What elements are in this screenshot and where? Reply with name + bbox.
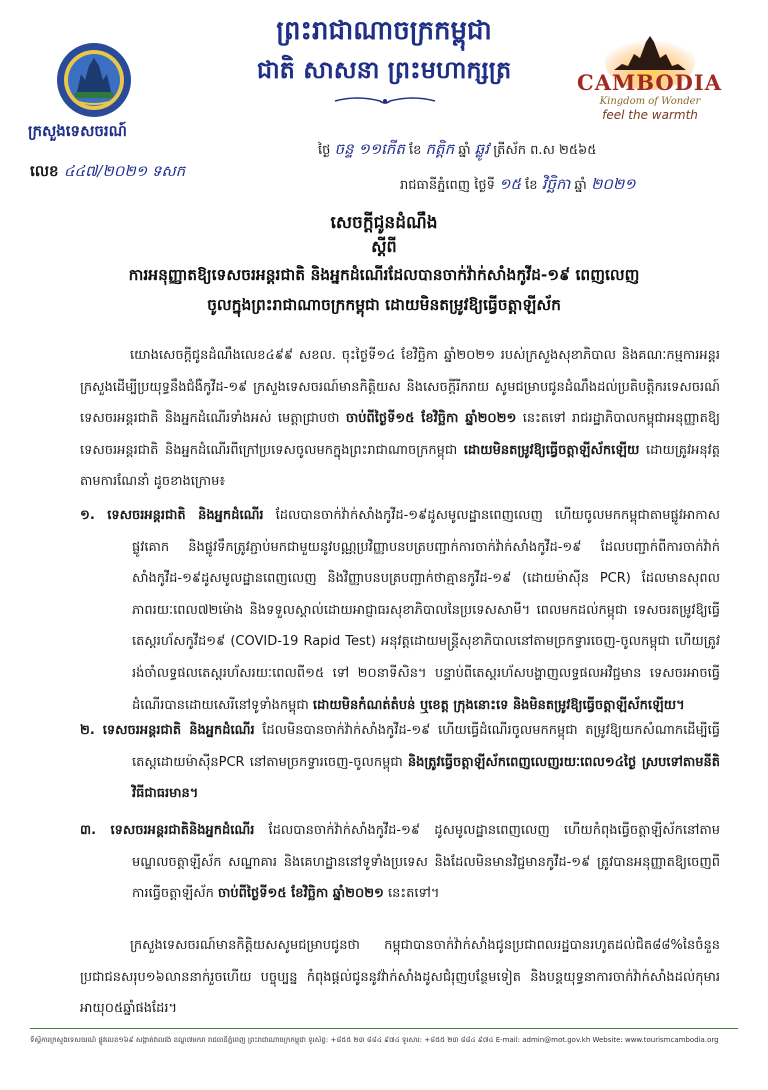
closing-paragraph: ក្រសួងទេសចរណ៍មានកិត្តិយសសូមជម្រាបជូនថា កម្ពុជាបានចាក់វ៉ាក់សាំងជូនប្រជាពលរដ្ឋបានរហូតដល់ជិត៨៨%នៃចំនួនប្រជាជនសរុប១៦លាននាក់រួចហើយ បច្ចុប្បន្ន កំពុងផ្តល់ជូននូវវ៉ាក់សាំងដូសជំរុញបន្ថែមទៀត និងបន្តយុទ្ធនាការចាក់វ៉ាក់សាំងដល់កុមារអាយុ០៥ឆ្នាំផងដែរ។ (80, 938, 720, 1017)
document-type-heading: សេចក្តីជូនដំណឹង (330, 213, 438, 233)
subject-line-2: ចូលក្នុងព្រះរាជាណាចក្រកម្ពុជា ដោយមិនតម្រូវឱ្យធ្វើចត្តាឡីស័ក (207, 296, 561, 314)
brand-tagline: Kingdom of Wonder (599, 96, 701, 107)
reference-number (30, 162, 185, 184)
solar-date-line: រាជធានីភ្នំពេញ ថ្ងៃទី ១៥ ខែ វិច្ឆិកា ឆ្នាំ ២០២១ (400, 175, 636, 193)
list-item-1: ១. ទេសចរអន្តរជាតិ និងអ្នកដំណើរ ដែលបានចាក់វ៉ាក់សាំងកូវីដ-១៩ដូសមូលដ្ឋានពេញលេញ ហើយចូលមកកម្ពុជាតាមផ្លូវអាកាស ផ្លូវគោក និងផ្លូវទឹកត្រូវភ្ជាប់មកជាមួយនូវបណ្ណប្រវិញ្ញាបនបត្របញ្ជាក់ការចាក់វ៉ាក់សាំងកូវីដ-១៩ ដែលបញ្ជាក់ពីការចាក់វ៉ាក់សាំងកូវីដ-១៩ដូសមូលដ្ឋានពេញលេញ និងវិញ្ញាបនបត្របញ្ជាក់ថាគ្មានកូវីដ-១៩ (ដោយម៉ាស៊ីន PCR) ដែលមានសុពលភាពរយៈពេល៧២ម៉ោង និងទទួលស្គាល់ដោយអាជ្ញាធរសុខាភិបាលនៃប្រទេសសាមី។ ពេលមកដល់កម្ពុជា ទេសចរតម្រូវឱ្យធ្វើតេស្តរហ័សកូវីដ១៩ (COVID-19 Rapid Test) អនុវត្តដោយមន្ត្រីសុខាភិបាលនៅតាមច្រកទ្វារចេញ-ចូលកម្ពុជា ហើយត្រូវរង់ចាំលទ្ធផលតេស្តរហ័សរយៈពេលពី១៥ ទៅ ២០នាទីសិន។ បន្ទាប់ពីតេស្តរហ័សបង្ហាញលទ្ធផលអវិជ្ជមាន ទេសចរអាចធ្វើដំណើរបានដោយសេរីនៅទូទាំងកម្ពុជា ដោយមិនកំណត់តំបន់ ឬខេត្ត ក្រុងនោះទេ និងមិនតម្រូវឱ្យធ្វើចត្តាឡីស័កឡើយ។ (80, 508, 720, 713)
kingdom-heading: ព្រះរាជាណាចក្រកម្ពុជា (276, 16, 492, 46)
about-label: ស្តីពី (371, 237, 397, 256)
reference-value: ៤៤៧/២០២១ ទសក (63, 162, 186, 180)
ministry-seal-icon (55, 40, 133, 120)
list-item-3: ៣. ទេសចរអន្តរជាតិនិងអ្នកដំណើរ ដែលបានចាក់វ៉ាក់សាំងកូវីដ-១៩ ដូសមូលដ្ឋានពេញលេញ ហើយកំពុងធ្វើចត្តាឡីស័កនៅតាមមណ្ឌលចត្តាឡីស័ក សណ្ឋាគារ និងគេហដ្ឋាននៅទូទាំងប្រទេស និងដែលមិនមានវិជ្ជមានកូវីដ-១៩ ត្រូវបានអនុញ្ញាតឱ្យចេញពីការធ្វើចត្តាឡីស័ក ចាប់ពីថ្ងៃទី១៥ ខែវិច្ឆិកា ឆ្នាំ២០២១ នេះតទៅ។ (80, 823, 720, 902)
ornament-divider (330, 95, 440, 107)
intro-paragraph: យោងសេចក្តីជូនដំណឹងលេខ៤៩៩ សខល. ចុះថ្ងៃទី១៤ ខែវិច្ឆិកា ឆ្នាំ២០២១ របស់ក្រសួងសុខាភិបាល និងគណៈកម្មការអន្តរក្រសួងដើម្បីប្រយុទ្ធនឹងជំងឺកូវីដ-១៩ ក្រសួងទេសចរណ៍មានកិត្តិយស និងសេចក្តីរីករាយ សូមជម្រាបជូនដំណឹងដល់ប្រតិបត្តិករទេសចរណ៍ ទេសចរអន្តរជាតិ និងអ្នកដំណើរទាំងអស់ មេត្តាជ្រាបថា ចាប់ពីថ្ងៃទី១៥ ខែវិច្ឆិកា ឆ្នាំ២០២១ នេះតទៅ រាជរដ្ឋាភិបាលកម្ពុជាអនុញ្ញាតឱ្យទេសចរអន្តរជាតិ និងអ្នកដំណើរពីក្រៅប្រទេសចូលមកក្នុងព្រះរាជាណាចក្រកម្ពុជា ដោយមិនតម្រូវឱ្យធ្វើចត្តាឡីស័កឡើយ ដោយត្រូវអនុវត្តតាមការណែនាំ ដូចខាងក្រោម៖ (80, 348, 721, 490)
footer-contact: ទីស្តីការក្រសួងទេសចរណ៍ ផ្លូវលេខ១៦៩ សង្កាត់វាលវង់ ខណ្ឌ៧មករា រាជធានីភ្នំពេញ ព្រះរាជាណាចក្រកម្ពុជា ទូរស័ព្ទ: +៨៥៥ ២៣ ៨៨៤ ៩៧៤ ទូរសារ: +៨៥៥ ២៣ ៨៨៤ ៩៧៤ E-mail: admin@mot.gov.kh Website: www.tourismcambodia.org (30, 1036, 719, 1044)
ministry-name: ក្រសួងទេសចរណ៍ (28, 122, 127, 140)
list-item-2: ២. ទេសចរអន្តរជាតិ និងអ្នកដំណើរ ដែលមិនបានចាក់វ៉ាក់សាំងកូវីដ-១៩ ហើយធ្វើដំណើរចូលមកកម្ពុជា តម្រូវឱ្យយកសំណាកដើម្បីធ្វើតេស្តដោយម៉ាស៊ីនPCR នៅតាមច្រកទ្វារចេញ-ចូលកម្ពុជា និងត្រូវធ្វើចត្តាឡីស័កពេញលេញរយៈពេល១៤ថ្ងៃ ស្របទៅតាមនីតិវិធីជាធរមាន។ (80, 723, 721, 802)
lunar-date-line: ថ្ងៃ ចន្ទ ១១កើត ខែ កត្តិក ឆ្នាំ ឆ្លូវ ត្រីស័ក ព.ស ២៥៦៥ (318, 140, 597, 158)
national-motto: ជាតិ សាសនា ព្រះមហាក្សត្រ (256, 55, 512, 84)
brand-title: CAMBODIA (576, 70, 722, 95)
footer-divider (30, 1028, 738, 1029)
subject-line-1: ការអនុញ្ញាតឱ្យទេសចរអន្តរជាតិ និងអ្នកដំណើរដែលបានចាក់វ៉ាក់សាំងកូវីដ-១៩ ពេញលេញ (128, 266, 640, 284)
brand-slogan: feel the warmth (602, 108, 698, 122)
reference-label: លេខ (30, 162, 59, 180)
